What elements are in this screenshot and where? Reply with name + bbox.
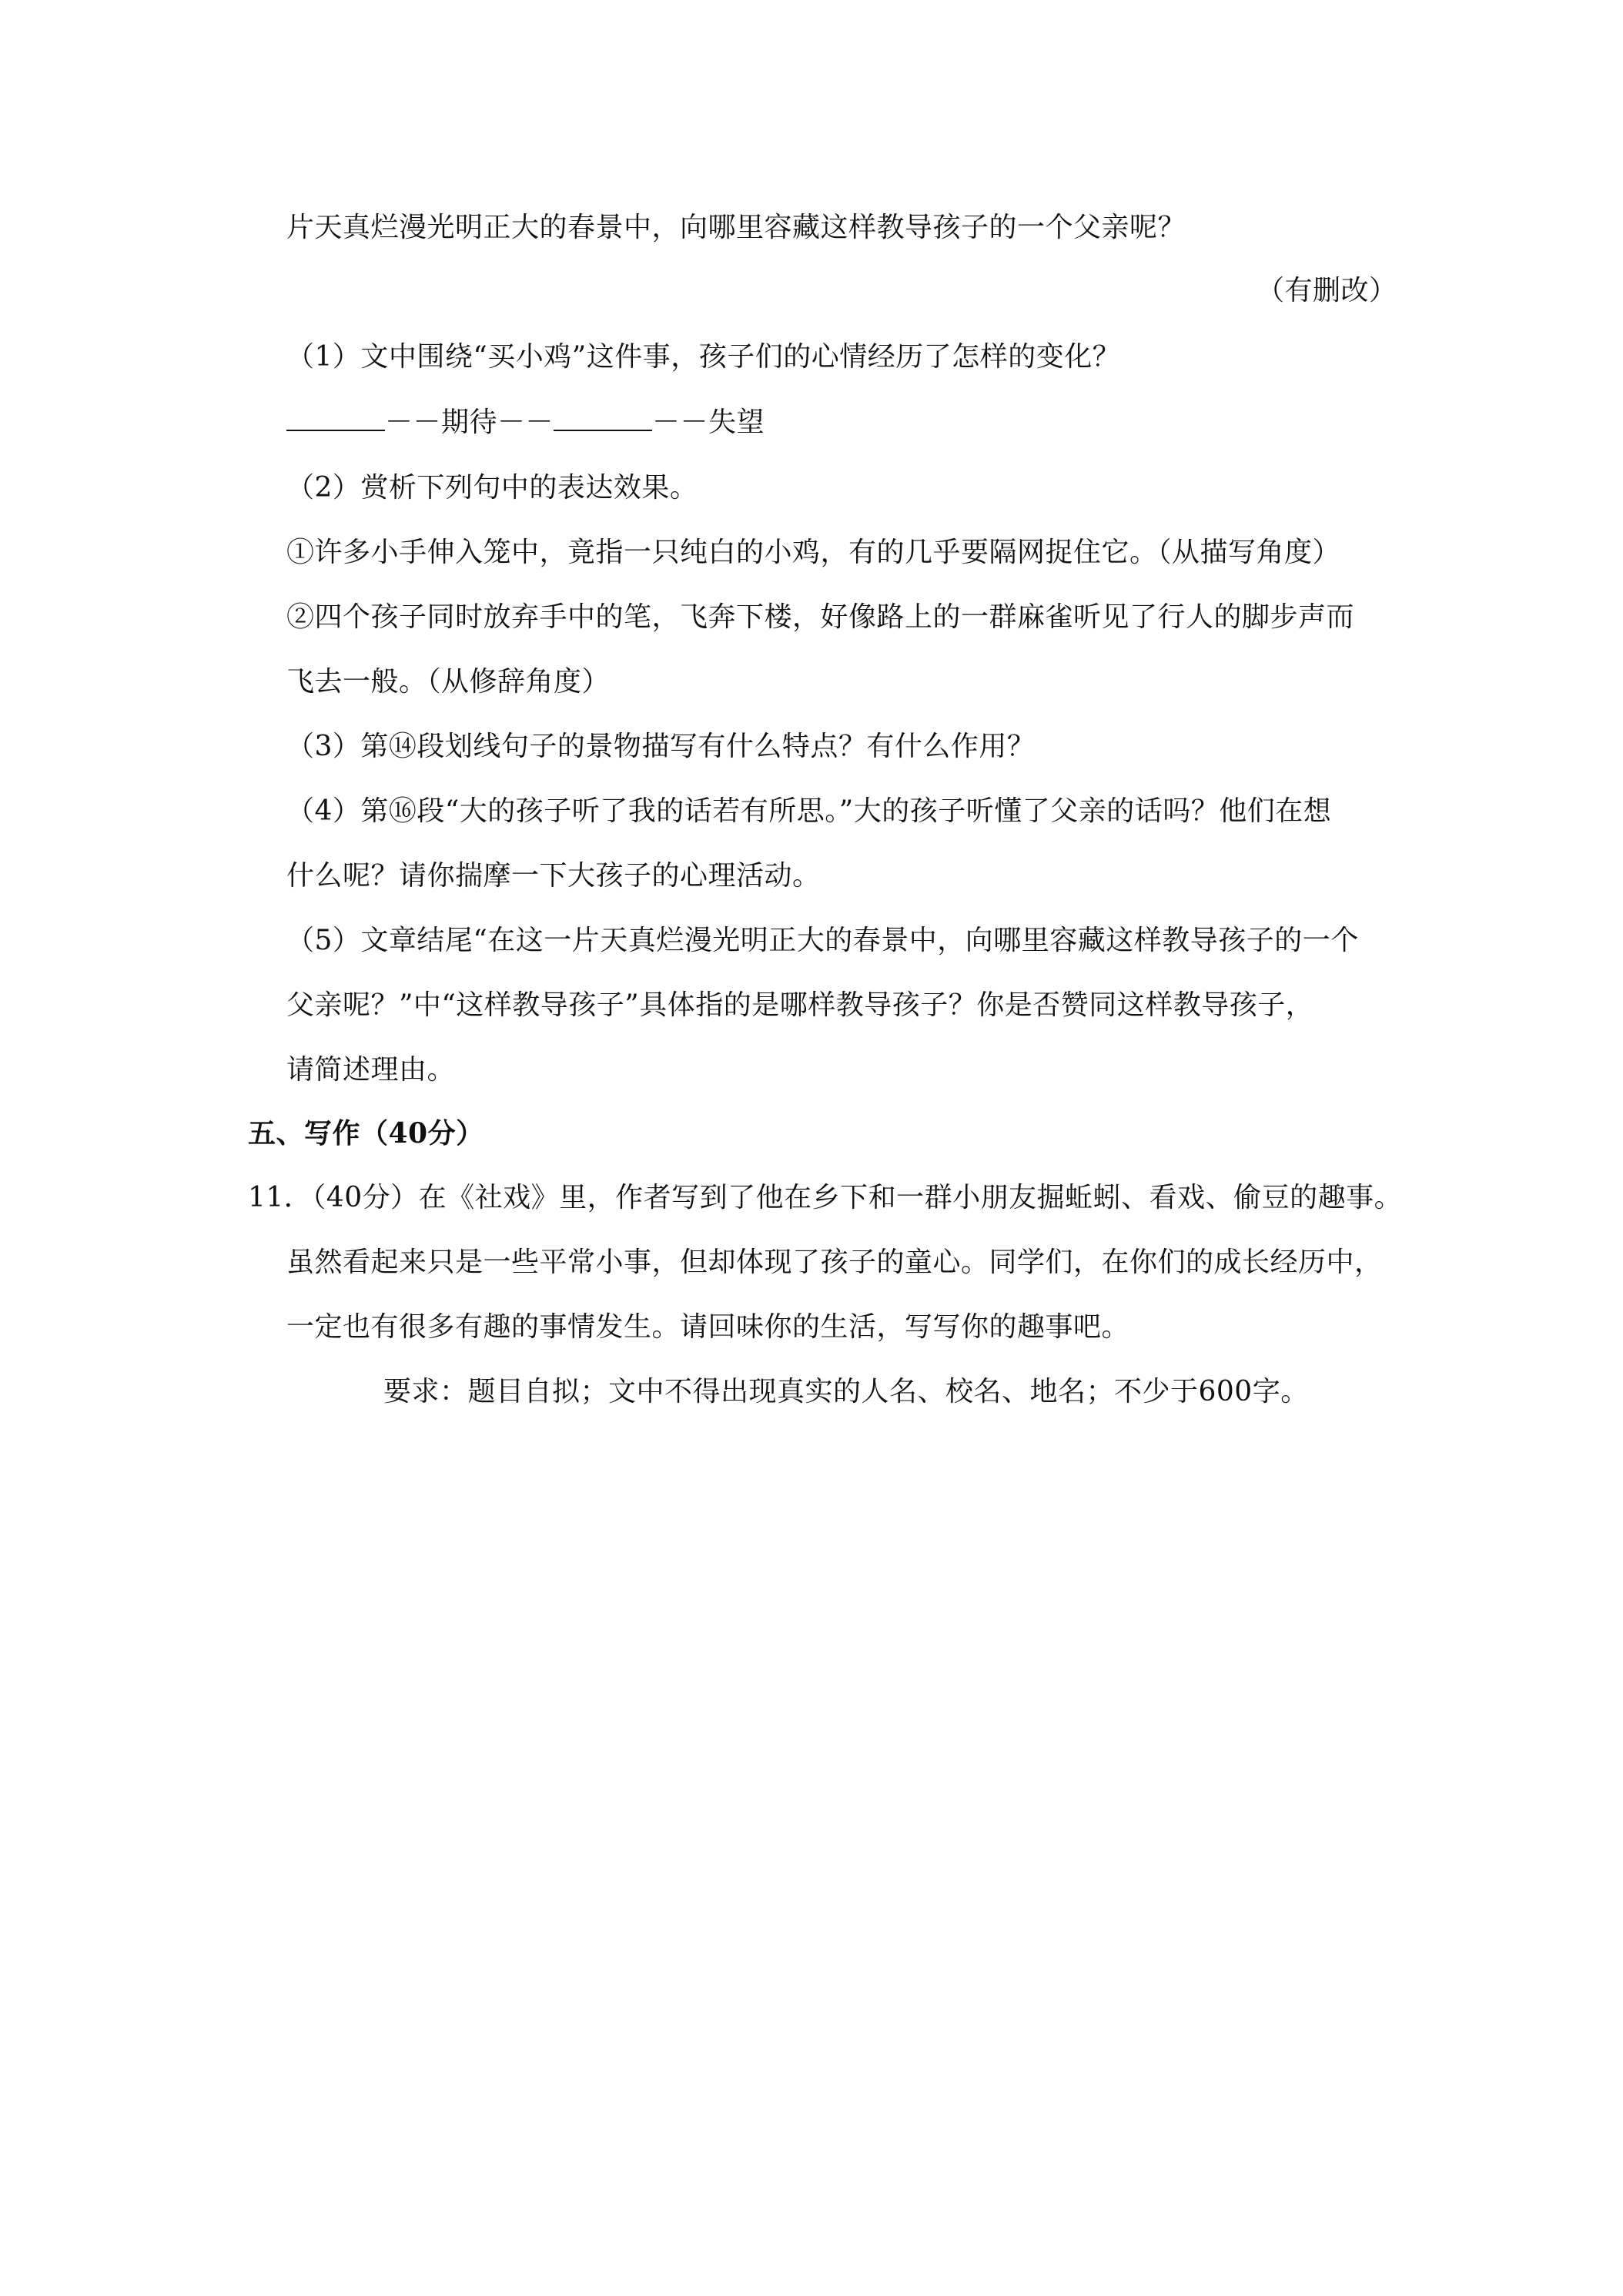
- question-11-line-3: 一定也有很多有趣的事情发生。请回味你的生活，写写你的趣事吧。: [286, 1311, 1130, 1343]
- question-5-line-1: （5）文章结尾“在这一片天真烂漫光明正大的春景中，向哪里容藏这样教导孩子的一个: [286, 925, 1359, 956]
- question-11-line-1: 11．（40分）在《社戏》里，作者写到了他在乡下和一群小朋友掘蚯蚓、看戏、偷豆的趣事。: [248, 1182, 1403, 1213]
- question-1: （1）文中围绕“买小鸡”这件事，孩子们的心情经历了怎样的变化？: [286, 341, 1121, 373]
- answer-blank-1[interactable]: [286, 403, 385, 431]
- question-11-line-2: 虽然看起来只是一些平常小事，但却体现了孩子的童心。同学们，在你们的成长经历中，: [286, 1247, 1383, 1278]
- fill-line-part2: －－失望: [652, 407, 765, 438]
- question-5-line-3: 请简述理由。: [286, 1054, 456, 1086]
- question-11-requirement: 要求：题目自拟；文中不得出现真实的人名、校名、地名；不少于600字。: [383, 1376, 1309, 1407]
- question-2-item-1: ①许多小手伸入笼中，竟指一只纯白的小鸡，有的几乎要隔网捉住它。（从描写角度）: [286, 537, 1341, 568]
- section-5-heading: 五、写作（40分）: [248, 1117, 484, 1150]
- question-2: （2）赏析下列句中的表达效果。: [286, 472, 698, 504]
- source-note: （有删改）: [1257, 275, 1397, 306]
- fill-line-part1: －－期待－－: [385, 407, 554, 438]
- question-3: （3）第⑭段划线句子的景物描写有什么特点？有什么作用？: [286, 731, 1036, 762]
- question-4-line-2: 什么呢？请你揣摩一下大孩子的心理活动。: [286, 860, 821, 892]
- question-5-line-2: 父亲呢？”中“这样教导孩子”具体指的是哪样教导孩子？你是否赞同这样教导孩子，: [286, 989, 1314, 1021]
- question-2-item-2-line-2: 飞去一般。（从修辞角度）: [286, 666, 611, 698]
- question-2-item-2-line-1: ②四个孩子同时放弃手中的笔，飞奔下楼，好像路上的一群麻雀听见了行人的脚步声而: [286, 601, 1355, 633]
- question-4-line-1: （4）第⑯段“大的孩子听了我的话若有所思。”大的孩子听懂了父亲的话吗？他们在想: [286, 795, 1332, 827]
- question-1-fill-line: [286, 403, 765, 441]
- answer-blank-2[interactable]: [554, 403, 652, 431]
- passage-last-line: 片天真烂漫光明正大的春景中，向哪里容藏这样教导孩子的一个父亲呢？: [286, 212, 1186, 243]
